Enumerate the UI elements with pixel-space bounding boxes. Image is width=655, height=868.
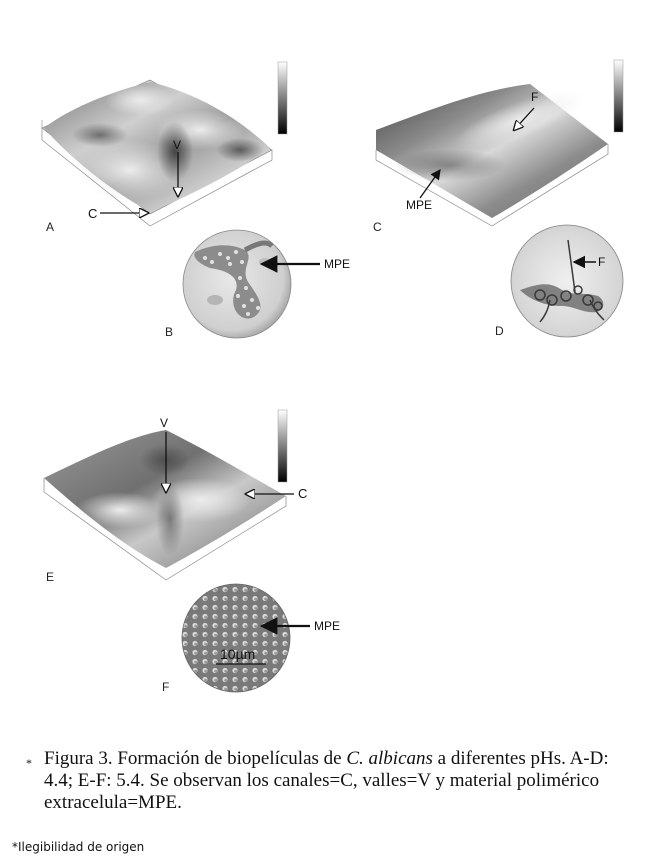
label-f-d: F: [598, 255, 606, 269]
colorbar-c: [614, 60, 623, 132]
label-c-e: C: [298, 486, 308, 501]
figure-caption: [28, 748, 638, 814]
label-mpe-c: MPE: [406, 198, 433, 212]
footnote: *Ilegibilidad de origen: [12, 840, 145, 854]
caption-marker: *: [26, 756, 32, 770]
caption-suffix: a diferentes pHs. A-D: 4.4; E-F: 5.4. Se observan los canales=C, valles=V y material polimérico extracelula=MPE.: [44, 748, 609, 813]
scale-label-f: 10µm: [220, 646, 256, 662]
panel-letter-a: A: [46, 220, 55, 234]
micrograph-b: [183, 230, 291, 338]
panel-letter-b: B: [165, 325, 174, 339]
label-v-a: V: [173, 138, 182, 152]
panel-e-surface: [44, 430, 286, 580]
panel-a-surface: [42, 80, 272, 226]
micrograph-f: [182, 584, 290, 692]
micrograph-d: [511, 225, 623, 337]
label-f-c: F: [531, 90, 539, 104]
label-mpe-b: MPE: [324, 257, 351, 271]
panel-letter-c: C: [373, 220, 382, 234]
colorbar-a: [278, 62, 287, 134]
label-mpe-f: MPE: [314, 619, 341, 633]
panel-letter-e: E: [46, 570, 55, 584]
panel-letter-d: D: [495, 324, 504, 338]
label-c-a: C: [88, 206, 98, 221]
colorbar-e: [278, 410, 287, 482]
label-v-e: V: [160, 416, 169, 430]
caption-prefix: Figura 3. Formación de biopelículas de: [44, 748, 347, 769]
caption-species: C. albicans: [346, 748, 433, 769]
panel-letter-f: F: [162, 680, 170, 694]
